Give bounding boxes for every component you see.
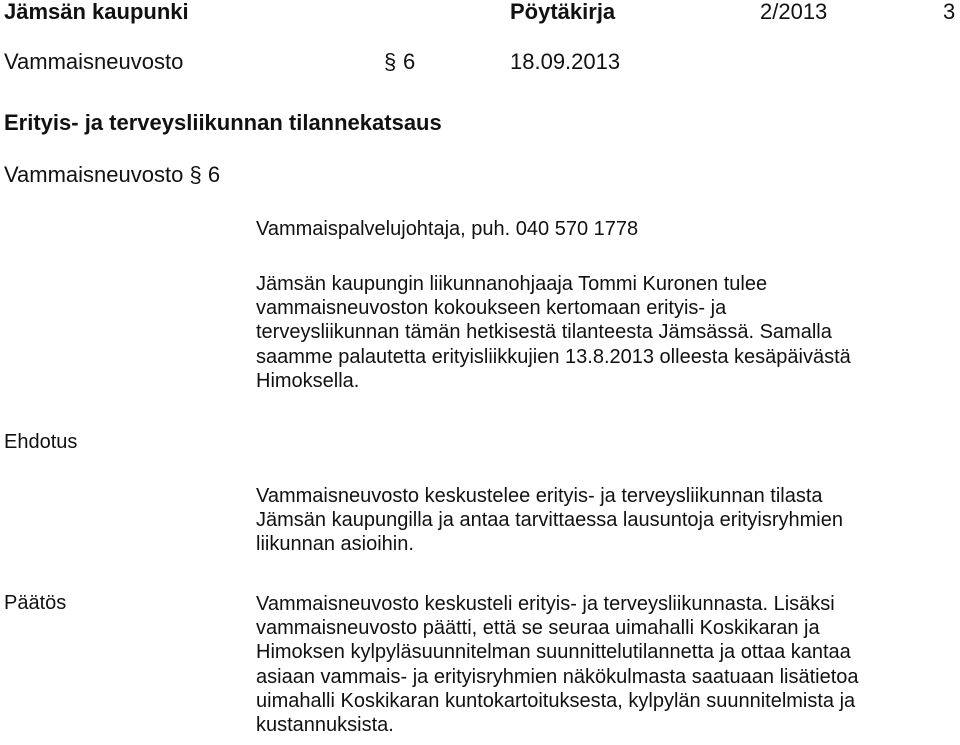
decision-line: uimahalli Koskikaran kuntokartoituksesta, kylpylän suunnitelmista ja <box>256 689 856 712</box>
reference-number: 6 <box>207 162 221 187</box>
reference-body: Vammaisneuvosto <box>4 162 184 187</box>
item-reference <box>4 162 220 188</box>
description-line: saamme palautetta erityisliikkujien 13.8.2013 olleesta kesäpäivästä <box>256 345 851 368</box>
reference-symbol: § <box>189 162 202 187</box>
proposal-line: Vammaisneuvosto keskustelee erityis- ja terveysliikunnan tilasta <box>256 485 823 507</box>
description-line: terveysliikunnan tämän hetkisestä tilanteesta Jämsässä. Samalla <box>256 321 832 344</box>
proposal-paragraph <box>256 484 956 557</box>
meeting-date: 18.09.2013 <box>510 49 621 74</box>
proposal-label: Ehdotus <box>4 431 78 453</box>
proposal-line: liikunnan asioihin. <box>256 533 414 556</box>
description-paragraph <box>256 272 956 393</box>
item-title: Erityis- ja terveysliikunnan tilannekatsaus <box>4 110 442 135</box>
document-number: 2/2013 <box>760 0 828 24</box>
section-number: 6 <box>403 49 416 74</box>
meeting-body: Vammaisneuvosto <box>4 49 184 74</box>
decision-line: vammaisneuvosto päätti, että se seuraa uimahalli Koskikaran ja <box>256 617 820 640</box>
decision-line: kustannuksista. <box>256 714 394 737</box>
decision-label: Päätös <box>4 592 67 614</box>
preparer-contact: Vammaispalvelujohtaja, puh. 040 570 1778 <box>256 218 639 240</box>
organization-name: Jämsän kaupunki <box>4 0 189 24</box>
decision-line: asiaan vammais- ja erityisryhmien näkökulmasta saatuaan lisätietoa <box>256 665 859 688</box>
proposal-line: Jämsän kaupungilla ja antaa tarvittaessa lausuntoja erityisryhmien <box>256 509 843 532</box>
decision-line: Vammaisneuvosto keskusteli erityis- ja terveysliikunnasta. Lisäksi <box>256 593 835 615</box>
description-line: vammaisneuvoston kokoukseen kertomaan erityis- ja <box>256 297 727 320</box>
description-line: Himoksella. <box>256 369 360 392</box>
page-number: 3 <box>943 0 956 24</box>
decision-paragraph <box>256 592 956 737</box>
description-line: Jämsän kaupungin liikunnanohjaaja Tommi Kuronen tulee <box>256 273 768 295</box>
document-type: Pöytäkirja <box>510 0 616 24</box>
decision-line: Himoksen kylpyläsuunnitelman suunnittelutilannetta ja ottaa kantaa <box>256 641 851 664</box>
section-symbol: § <box>384 49 397 74</box>
